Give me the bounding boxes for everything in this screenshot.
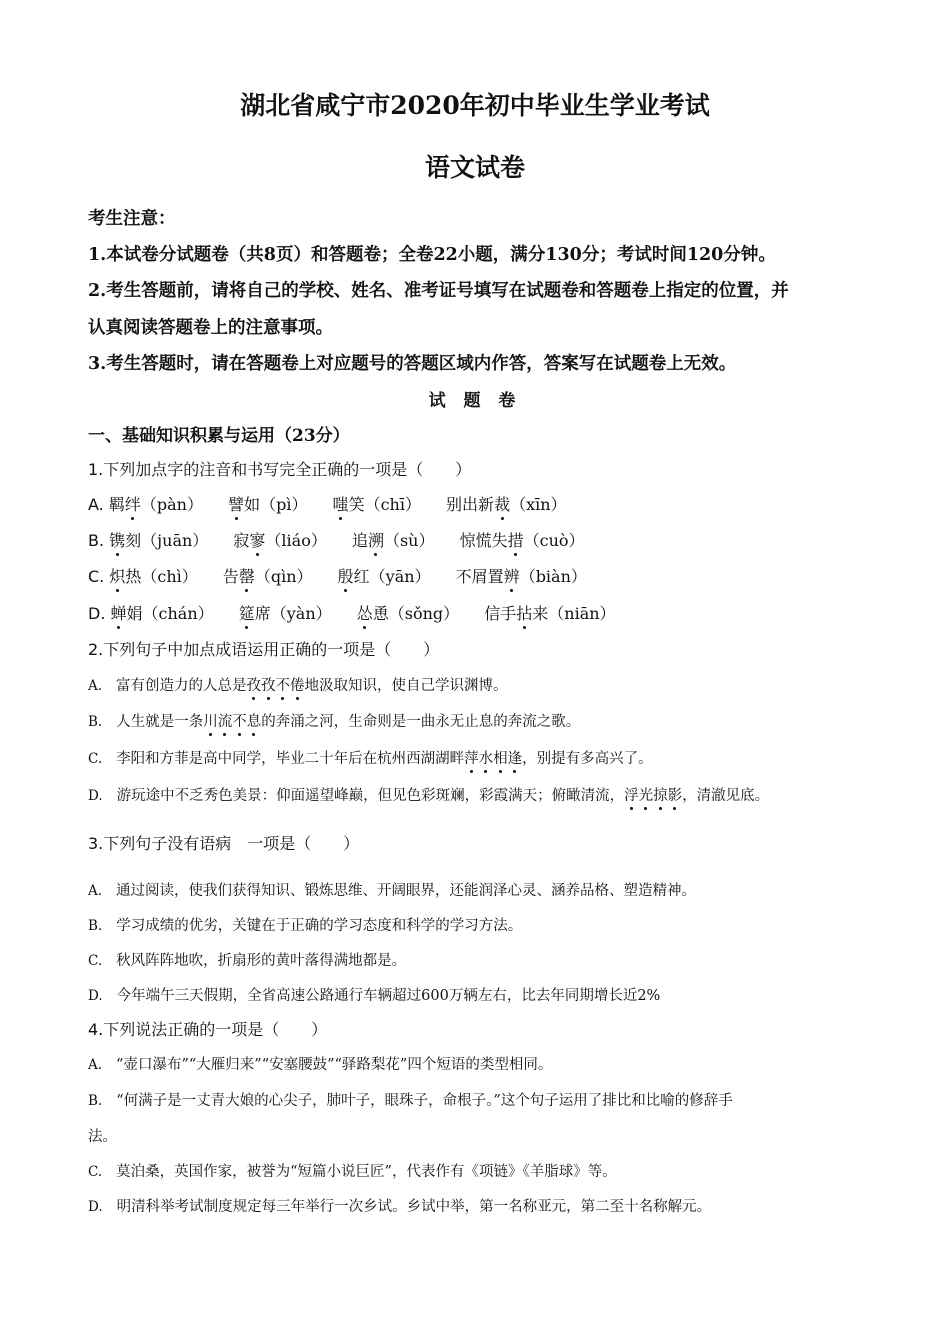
- notice-item-2b: 认真阅读答题卷上的注意事项。: [88, 318, 333, 338]
- exam-subtitle: 语文试卷: [424, 153, 525, 182]
- q1-option-d[interactable]: D. 蝉娟（chán） 筵席（yàn） 怂恿（sǒng） 信手拈来（niān）: [88, 604, 616, 623]
- question-number: 4.: [88, 1020, 104, 1039]
- notice-item-1: 1.本试卷分试题卷（共8页）和答题卷；全卷22小题，满分130分；考试时间120分钟。: [88, 245, 776, 265]
- question-2-stem: 2.下列句子中加点成语运用正确的一项是（ ）: [88, 640, 440, 659]
- question-4-stem: 4.下列说法正确的一项是（ ）: [88, 1020, 328, 1039]
- q3-option-d[interactable]: D. 今年端午三天假期，全省高速公路通行车辆超过600万辆左右，比去年同期增长近2%: [88, 988, 661, 1004]
- q2-option-a[interactable]: A. 富有创造力的人总是孜孜不倦地汲取知识，使自己学识渊博。: [88, 678, 508, 694]
- notice-heading: 考生注意：: [88, 209, 176, 229]
- q3-option-a[interactable]: A. 通过阅读，使我们获得知识、锻炼思维、开阔眼界，还能润泽心灵、涵养品格、塑造精神。: [88, 883, 697, 899]
- question-3-stem: 3.下列句子没有语病 一项是（ ）: [88, 834, 360, 853]
- q3-option-b[interactable]: B. 学习成绩的优劣，关键在于正确的学习态度和科学的学习方法。: [88, 918, 523, 934]
- q2-option-d[interactable]: D. 游玩途中不乏秀色美景：仰面遥望峰巅，但见色彩斑斓，彩霞满天；俯瞰清流，浮光掠影，清澈见底。: [88, 788, 770, 804]
- q4-option-b[interactable]: B. “何满子是一丈青大娘的心尖子，肺叶子，眼珠子，命根子。”这个句子运用了排比和比喻的修辞手: [88, 1093, 733, 1109]
- q1-option-b[interactable]: B. 镌刻（juān） 寂寥（liáo） 追溯（sù） 惊慌失措（cuò）: [88, 531, 585, 550]
- q4-option-b-continued: 法。: [88, 1129, 117, 1145]
- q2-option-c[interactable]: C. 李阳和方菲是高中同学，毕业二十年后在杭州西湖湖畔萍水相逢，别提有多高兴了。: [88, 751, 653, 767]
- q1-option-c[interactable]: C. 炽热（chì） 告罄（qìn） 殷红（yān） 不屑置辨（biàn）: [88, 567, 587, 586]
- q2-option-b[interactable]: B. 人生就是一条川流不息的奔涌之河，生命则是一曲永无止息的奔流之歌。: [88, 714, 581, 730]
- question-number: 1.: [88, 460, 104, 479]
- notice-item-3: 3.考生答题时，请在答题卷上对应题号的答题区域内作答，答案写在试题卷上无效。: [88, 354, 737, 374]
- q1-option-a[interactable]: A. 羁绊（pàn） 譬如（pì） 嗤笑（chī） 别出新裁（xīn）: [88, 495, 567, 514]
- q3-option-c[interactable]: C. 秋风阵阵地吹，折扇形的黄叶落得满地都是。: [88, 953, 407, 969]
- question-number: 3.: [88, 834, 104, 853]
- q4-option-d[interactable]: D. 明清科举考试制度规定每三年举行一次乡试。乡试中举，第一名称亚元，第二至十名称解元。: [88, 1199, 712, 1215]
- question-number: 2.: [88, 640, 104, 659]
- question-1-stem: 1.下列加点字的注音和书写完全正确的一项是（ ）: [88, 460, 472, 479]
- q4-option-a[interactable]: A. “壶口瀑布”“大雁归来”“安塞腰鼓”“驿路梨花”四个短语的类型相同。: [88, 1057, 553, 1073]
- exam-title: 湖北省咸宁市2020年初中毕业生学业考试: [240, 91, 710, 120]
- q4-option-c[interactable]: C. 莫泊桑，英国作家，被誉为“短篇小说巨匠”，代表作有《项链》《羊脂球》等。: [88, 1164, 617, 1180]
- section-title: 试 题 卷: [428, 391, 522, 411]
- notice-item-2a: 2.考生答题前，请将自己的学校、姓名、准考证号填写在试题卷和答题卷上指定的位置，并: [88, 281, 789, 301]
- part-1-heading: 一、基础知识积累与运用（23分）: [88, 426, 350, 446]
